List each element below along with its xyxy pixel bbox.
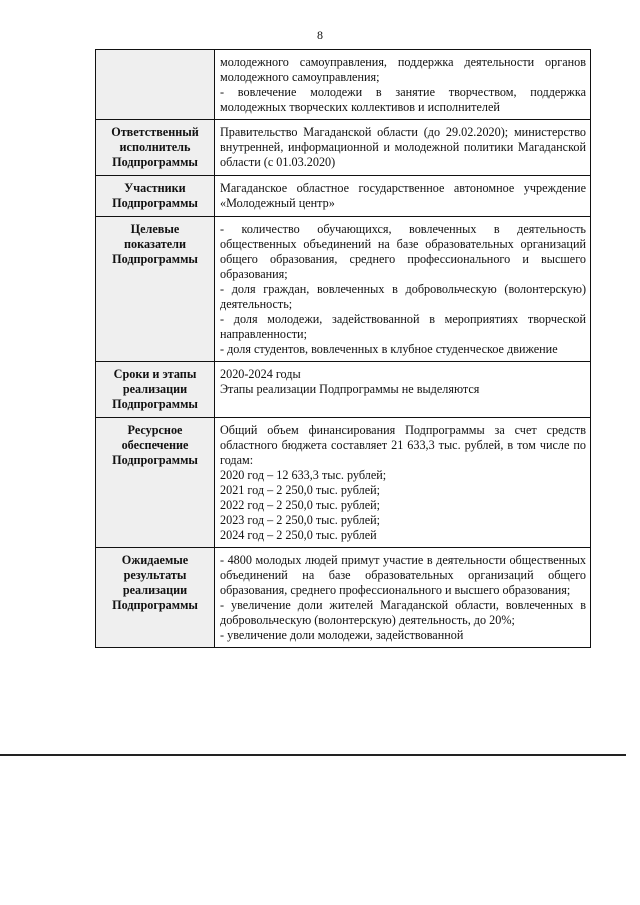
passport-table-body xyxy=(96,50,591,648)
row-label-line: Подпрограммы xyxy=(112,598,198,612)
row-value-paragraph: Магаданское областное государственное автономное учреждение «Молодежный центр» xyxy=(220,181,586,210)
row-label-line: обеспечение xyxy=(121,438,189,452)
row-value-paragraph: 2021 год – 2 250,0 тыс. рублей; xyxy=(220,483,381,497)
row-label-line: Участники xyxy=(124,181,186,195)
row-value-cell xyxy=(215,548,591,648)
row-value-cell xyxy=(215,217,591,362)
row-label-line: Ответственный xyxy=(111,125,199,139)
subprogram-passport-table xyxy=(95,49,591,648)
row-label-cell xyxy=(96,548,215,648)
row-label-line: Ожидаемые xyxy=(121,553,189,567)
table-row xyxy=(96,50,591,120)
row-label-cell xyxy=(96,217,215,362)
row-label-line: результаты xyxy=(123,568,187,582)
row-label-line: Подпрограммы xyxy=(112,453,198,467)
table-row xyxy=(96,418,591,548)
row-value-paragraph: - доля молодежи, задействованной в мероприятиях творческой направленности; xyxy=(220,312,586,341)
row-value-cell xyxy=(215,362,591,418)
row-value-paragraph: - увеличение доли молодежи, задействованной xyxy=(220,628,464,642)
row-value-cell xyxy=(215,120,591,176)
row-value-paragraph: 2020 год – 12 633,3 тыс. рублей; xyxy=(220,468,387,482)
row-value-paragraph: - увеличение доли жителей Магаданской области, вовлеченных в добровольческую (волонтерскую) деятельность, до 20%; xyxy=(220,598,586,627)
row-label-line: Подпрограммы xyxy=(112,397,198,411)
row-label-line: Сроки и этапы xyxy=(113,367,197,381)
row-label-line: Подпрограммы xyxy=(112,196,198,210)
row-label-line: Подпрограммы xyxy=(112,252,198,266)
table-row xyxy=(96,120,591,176)
row-value-paragraph: Общий объем финансирования Подпрограммы за счет средств областного бюджета составляет 21 633,3 тыс. рублей, в том числе по годам: xyxy=(220,423,586,467)
table-row xyxy=(96,217,591,362)
row-value-cell xyxy=(215,176,591,217)
footer-divider xyxy=(0,754,626,756)
row-label-line: реализации xyxy=(122,583,188,597)
row-value-cell xyxy=(215,50,591,120)
page-number: 8 xyxy=(317,28,323,42)
row-value-paragraph: - количество обучающихся, вовлеченных в деятельность общественных объединений на базе образовательных организаций общего образования, среднего профессионального и высшего образования; xyxy=(220,222,586,281)
table-row xyxy=(96,548,591,648)
row-label-line: Подпрограммы xyxy=(112,155,198,169)
row-value-cell xyxy=(215,418,591,548)
row-label-line: реализации xyxy=(122,382,188,396)
row-label-cell xyxy=(96,120,215,176)
row-value-paragraph: 2023 год – 2 250,0 тыс. рублей; xyxy=(220,513,381,527)
row-value-paragraph: молодежного самоуправления, поддержка деятельности органов молодежного самоуправления; xyxy=(220,55,586,84)
row-value-paragraph: - вовлечение молодежи в занятие творчеством, поддержка молодежных творческих коллективов и исполнителей xyxy=(220,85,586,114)
row-value-paragraph: 2022 год – 2 250,0 тыс. рублей; xyxy=(220,498,381,512)
row-value-paragraph: 2024 год – 2 250,0 тыс. рублей xyxy=(220,528,377,542)
row-value-paragraph: - 4800 молодых людей примут участие в деятельности общественных объединений на базе образовательных организаций общего образования, среднего профессионального и высшего образования; xyxy=(220,553,586,597)
row-value-paragraph: Этапы реализации Подпрограммы не выделяются xyxy=(220,382,480,396)
row-label-line: Целевые xyxy=(130,222,180,236)
row-value-paragraph: 2020-2024 годы xyxy=(220,367,301,381)
row-value-paragraph: Правительство Магаданской области (до 29.02.2020); министерство внутренней, информационной и молодежной политики Магаданской области (с 01.03.2020) xyxy=(220,125,586,169)
table-row xyxy=(96,362,591,418)
row-value-paragraph: - доля студентов, вовлеченных в клубное студенческое движение xyxy=(220,342,558,356)
row-label-cell xyxy=(96,176,215,217)
row-value-paragraph: - доля граждан, вовлеченных в добровольческую (волонтерскую) деятельность; xyxy=(220,282,586,311)
row-label-cell xyxy=(96,418,215,548)
row-label-cell xyxy=(96,50,215,120)
row-label-line: показатели xyxy=(124,237,186,251)
row-label-cell xyxy=(96,362,215,418)
row-label-line: Ресурсное xyxy=(127,423,183,437)
table-row xyxy=(96,176,591,217)
row-label-line: исполнитель xyxy=(119,140,191,154)
